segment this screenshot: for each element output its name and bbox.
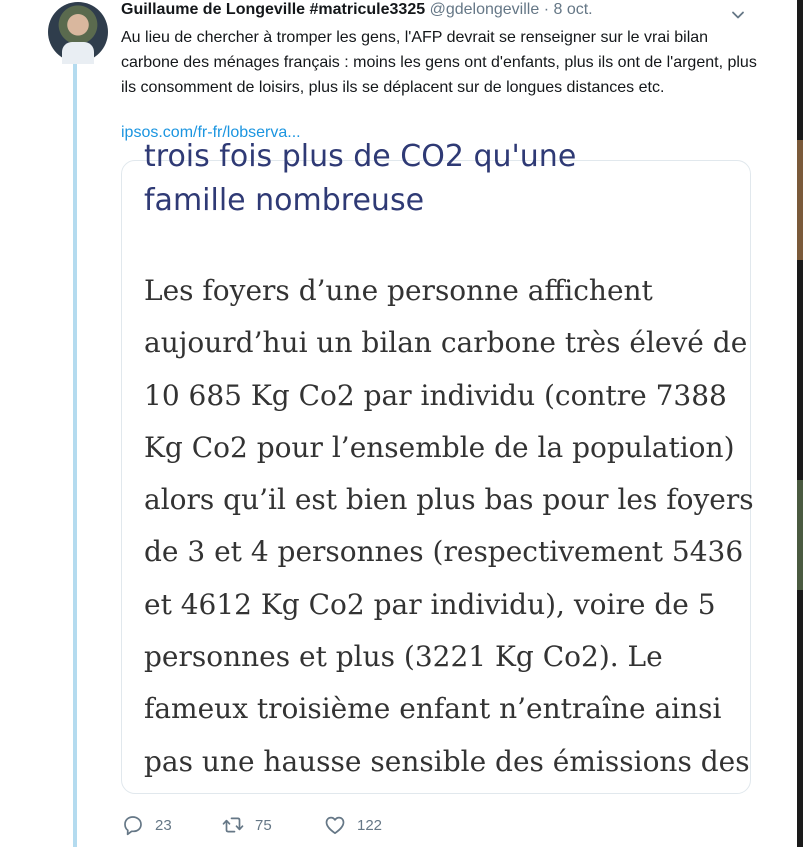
reply-icon	[121, 813, 145, 837]
author-name[interactable]: Guillaume de Longeville #matricule3325	[121, 1, 426, 18]
reply-button[interactable]	[121, 812, 172, 838]
tweet-header	[121, 1, 593, 19]
retweet-icon	[221, 813, 245, 837]
reply-count: 23	[155, 816, 172, 834]
card-line: pas une hausse sensible des émissions des	[144, 744, 750, 778]
retweet-button[interactable]	[221, 812, 272, 838]
tweet-text: Au lieu de chercher à tromper les gens, l'AFP devrait se renseigner sur le vrai bilan carbone des ménages français : moins les gens ont d'enfants, plus ils ont de l'argent, plus ils consomment de loisirs, plus ils se déplacent sur de longues distances etc.	[121, 29, 757, 96]
tweet-date[interactable]: 8 oct.	[553, 1, 593, 18]
retweet-count: 75	[255, 816, 272, 834]
card-line: de 3 et 4 personnes (respectivement 5436	[144, 535, 744, 569]
card-line: personnes et plus (3221 Kg Co2). Le	[144, 640, 663, 674]
background-edge	[797, 0, 803, 847]
card-line: aujourd’hui un bilan carbone très élevé de	[144, 326, 748, 360]
card-line: alors qu’il est bien plus bas pour les foyers	[144, 483, 754, 517]
header-separator: ·	[543, 1, 550, 18]
card-line: Kg Co2 pour l’ensemble de la population)	[144, 430, 735, 464]
tweet-link[interactable]: ipsos.com/fr-fr/lobserva...	[121, 124, 301, 141]
thread-line	[73, 62, 77, 847]
author-handle[interactable]: @gdelongeville	[429, 1, 540, 18]
card-body	[144, 265, 754, 788]
card-line: et 4612 Kg Co2 par individu), voire de 5	[144, 587, 716, 621]
chevron-down-icon[interactable]	[731, 8, 745, 22]
background-edge-detail	[797, 140, 803, 260]
card-line: fameux troisième enfant n’entraîne ainsi	[144, 692, 722, 726]
avatar[interactable]	[48, 2, 108, 62]
card-line: Les foyers d’une personne affichent	[144, 274, 653, 307]
card-heading-cut: trois fois plus de CO2 qu'une	[144, 139, 577, 174]
background-edge-detail	[797, 480, 803, 590]
card-heading	[144, 135, 576, 223]
image-card[interactable]	[121, 139, 754, 794]
card-line: 10 685 Kg Co2 par individu (contre 7388	[144, 378, 727, 412]
heart-icon	[323, 813, 347, 837]
like-count: 122	[357, 816, 383, 834]
card-heading-title: famille nombreuse	[144, 183, 425, 218]
like-button[interactable]	[323, 812, 382, 838]
